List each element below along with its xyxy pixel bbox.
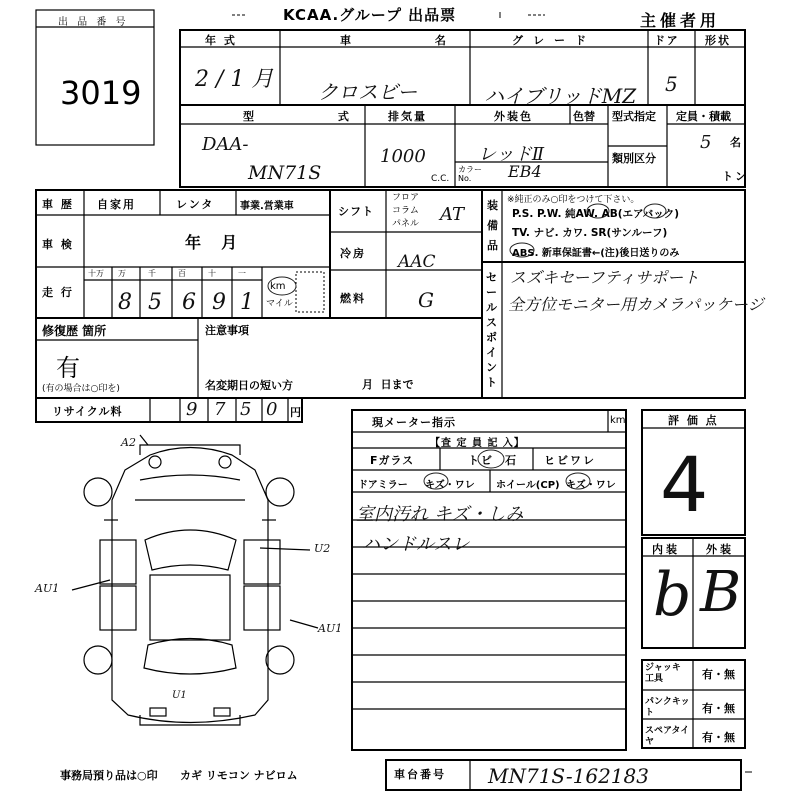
recycle-digit: 9 (186, 399, 198, 420)
shift-option: コラム (392, 206, 419, 216)
interior-value: b (653, 560, 692, 630)
exterior-label: 外装 (706, 543, 734, 556)
door-value: 5 (665, 72, 678, 96)
inspector-note-2: ハンドルスレ (362, 534, 470, 555)
owner-label: 主催者用 (640, 11, 721, 30)
glass-option: トビ (468, 454, 494, 467)
score-value: 4 (660, 440, 709, 529)
diagram-mark: AU1 (35, 582, 60, 595)
color-no-label: カラー No. (458, 165, 482, 183)
grade-label: グレード (512, 34, 596, 47)
glass-label: Fガラス (370, 454, 415, 467)
mileage-digit: 5 (148, 290, 162, 315)
car-value: クロスビー (318, 80, 418, 104)
digit-unit-label: 千 (148, 269, 156, 278)
mileage-digit: 6 (182, 290, 196, 315)
recycle-digit: 7 (214, 399, 226, 420)
capacity-label: 定員・積載 (676, 110, 731, 123)
repair-value: 有 (56, 354, 80, 382)
color-label: 外装色 (494, 110, 533, 123)
rental-label: レンタ (176, 198, 215, 211)
history-label: 車 歴 (42, 198, 74, 211)
type-designation-label: 型式指定 (612, 110, 656, 123)
wheel-options: キズ・ワレ (566, 480, 616, 491)
diagram-mark: AU1 (318, 622, 343, 635)
cc-value: 1000 (380, 146, 426, 167)
color-no-value: EB4 (508, 162, 542, 181)
car-label: 車 名 (340, 34, 486, 47)
repair-note: (有の場合は○印を) (42, 384, 120, 394)
tool-label: パンクキット (645, 697, 690, 718)
name-change-label: 名変期日の短い方 (205, 379, 293, 392)
cc-label: 排気量 (388, 110, 427, 123)
tool-label: スペアタイヤ (645, 726, 690, 747)
equipment-line-3: ABS. 新車保証書←(注)後日送りのみ (512, 248, 680, 259)
recycle-label: リサイクル料 (52, 405, 123, 418)
repair-label: 修復歴 箇所 (42, 324, 107, 338)
business-use-label: 事業.営業車 (240, 201, 294, 212)
mileage-digit: 9 (212, 290, 226, 315)
door-label: ドア (654, 34, 680, 47)
chassis-label: 車台番号 (394, 768, 446, 781)
digit-unit-label: 十万 (88, 269, 104, 278)
chassis-value: MN71S-162183 (488, 764, 649, 788)
mirror-options: キズ・ワレ (425, 480, 475, 491)
wheel-label: ホイール(CP) (496, 480, 560, 491)
private-use-label: 自家用 (97, 198, 136, 211)
color-value: レッドⅡ (478, 144, 545, 165)
glass-option: ヒビワレ (544, 454, 596, 467)
score-label: 評 価 点 (668, 414, 719, 427)
fuel-label: 燃料 (340, 292, 366, 305)
glass-option: 石 (505, 454, 518, 467)
fuel-value: G (418, 288, 434, 312)
ac-value: AAC (398, 252, 436, 272)
grade-value: ハイブリッドMZ (484, 84, 637, 108)
shape-label: 形状 (705, 34, 731, 47)
year-value: 2 / 1 月 (195, 67, 274, 92)
mileage-digit: 1 (240, 290, 254, 315)
exterior-value: B (700, 560, 742, 625)
sales-point-line-1: スズキセーフティサポート (510, 268, 700, 287)
model-value-2: MN71S (248, 162, 322, 184)
shift-label: シフト (338, 205, 374, 218)
lot-number: 3019 (60, 74, 142, 112)
digit-unit-label: 一 (238, 269, 246, 278)
category-label: 類別区分 (612, 152, 656, 165)
office-items: カギ リモコン ナビロム (180, 769, 298, 782)
interior-label: 内装 (652, 543, 680, 556)
tool-value: 有・無 (702, 702, 735, 715)
diagram-mark: U2 (314, 542, 331, 555)
capacity-unit-tons: トン (722, 170, 748, 183)
tool-value: 有・無 (702, 668, 735, 681)
km-label: km (270, 281, 286, 292)
mileage-label: 走 行 (42, 286, 74, 299)
recycle-unit: 円 (290, 406, 301, 419)
tool-label: ジャッキ 工具 (645, 663, 681, 684)
model-label: 型 式 (243, 110, 389, 123)
diagram-mark: A2 (121, 436, 136, 449)
capacity-unit-persons: 名 (730, 136, 743, 149)
year-label: 年 式 (205, 34, 237, 47)
inspector-note-1: 室内汚れ キズ・しみ (356, 504, 524, 525)
digit-unit-label: 百 (178, 269, 186, 278)
shift-value: AT (440, 204, 465, 225)
capacity-value: 5 (700, 132, 712, 153)
mileage-digit: 8 (118, 290, 132, 315)
lot-label: 出 品 番 号 (58, 17, 129, 28)
diagram-mark: U1 (172, 690, 187, 701)
cc-unit: C.C. (431, 174, 450, 184)
color-change-label: 色替 (573, 110, 595, 123)
equipment-line-2: TV. ナビ. カワ. SR(サンルーフ) (512, 227, 668, 239)
mile-label: マイル (266, 299, 293, 309)
sales-point-label: セールスポイント (486, 271, 497, 389)
notice-label: 注意事項 (205, 324, 249, 337)
recycle-digit: 0 (266, 399, 278, 420)
model-value-1: DAA- (202, 134, 249, 155)
tool-value: 有・無 (702, 731, 735, 744)
shift-option: フロア (392, 193, 420, 203)
shift-option: パネル (392, 219, 420, 229)
inspection-label: 車 検 (42, 238, 74, 251)
inspection-value: 年 月 (185, 233, 241, 252)
sales-point-line-2: 全方位モニター用カメラパッケージ (508, 295, 764, 314)
car-diagram (72, 435, 318, 725)
recycle-digit: 5 (240, 399, 252, 420)
name-change-value: 月 日まで (362, 378, 414, 391)
equipment-line-1: P.S. P.W. 純AW. AB(エアバック) (512, 208, 680, 220)
form-title: KCAA.グループ 出品票 (283, 6, 457, 24)
digit-unit-label: 万 (118, 269, 126, 278)
office-note: 事務局預り品は○印 (60, 769, 158, 782)
meter-label: 現メーター指示 (372, 416, 456, 429)
digit-unit-label: 十 (208, 269, 216, 278)
equipment-label: 装 備 品 (487, 199, 498, 252)
ac-label: 冷房 (340, 247, 366, 260)
meter-unit: km (610, 415, 626, 426)
equipment-note: ※純正のみ○印をつけて下さい。 (507, 195, 640, 205)
mirror-label: ドアミラー (358, 480, 408, 491)
inspector-header: 【査 定 員 記 入】 (430, 438, 525, 449)
